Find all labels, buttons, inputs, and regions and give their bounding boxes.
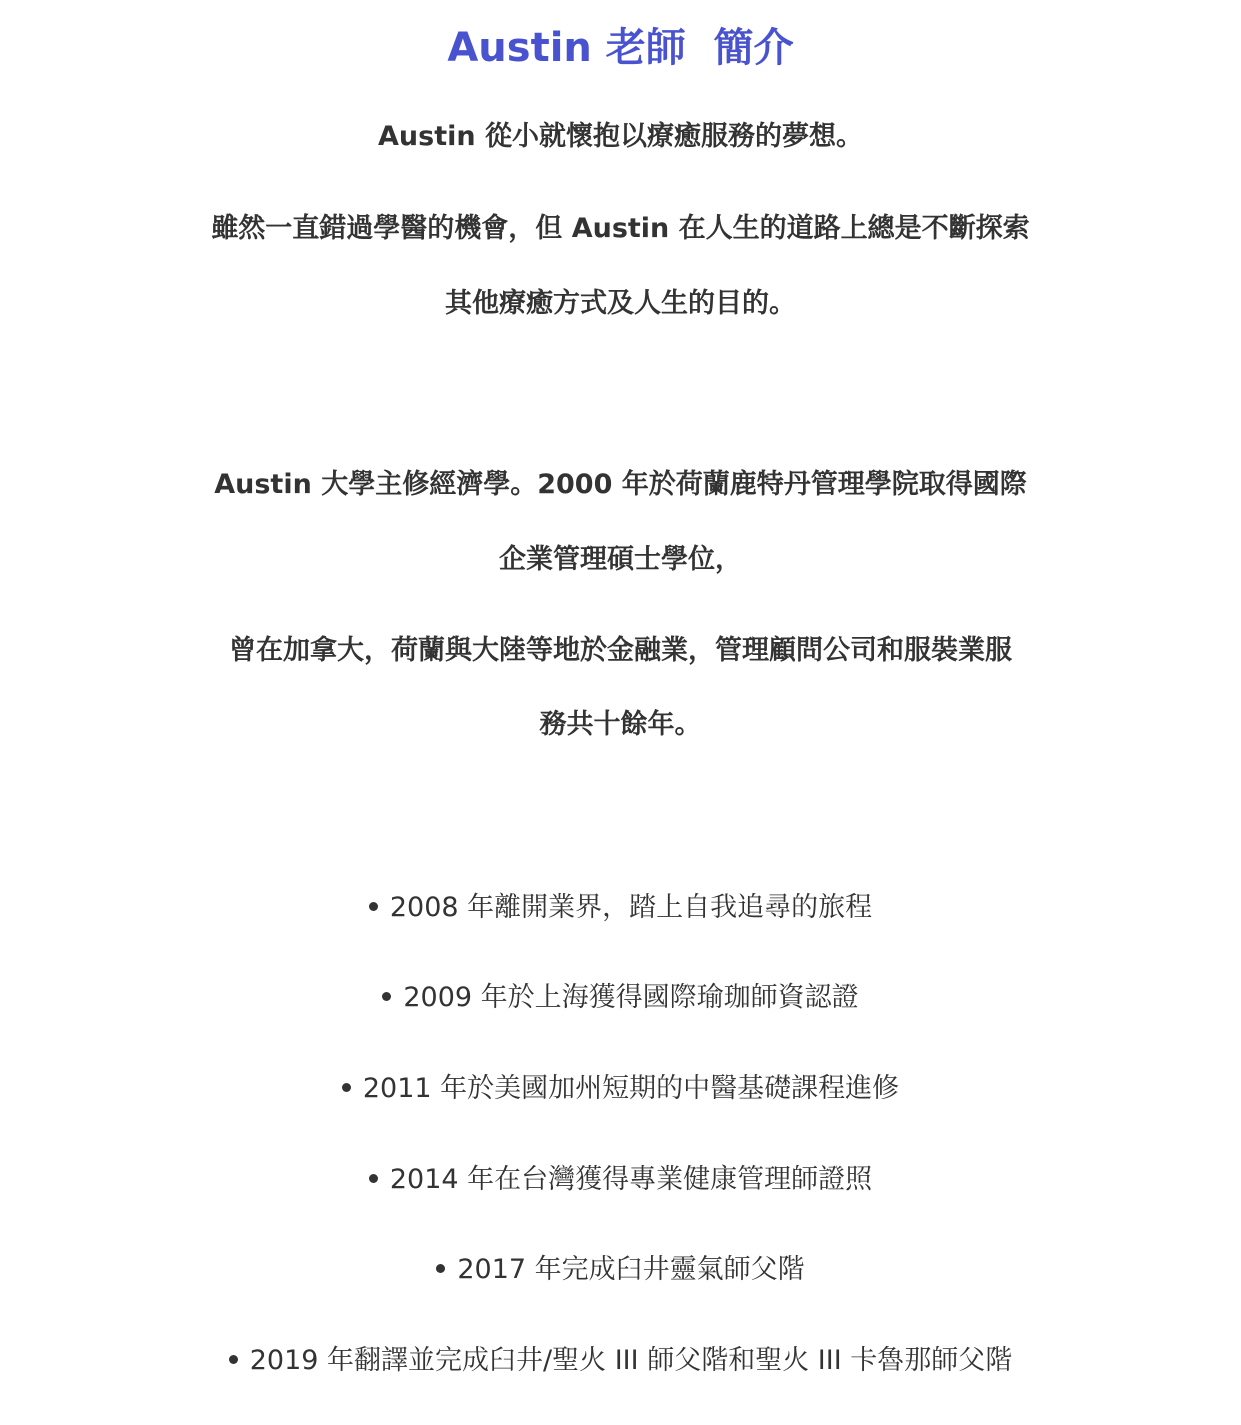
milestone-text: 2009 年於上海獲得國際瑜珈師資認證 [403, 982, 859, 1013]
milestone-text: 2019 年翻譯並完成臼井/聖火 III 師父階和聖火 III 卡魯那師父階 [249, 1345, 1013, 1376]
bullet-dot-icon [369, 902, 378, 911]
milestone-item [0, 979, 1241, 1017]
milestone-item [0, 1342, 1241, 1380]
intro-line-2: 雖然一直錯過學醫的機會，但 Austin 在人生的道路上總是不斷探索 [211, 213, 1030, 244]
intro-line-3: 其他療癒方式及人生的目的。 [445, 288, 796, 319]
page-title: Austin 老師 簡介 [447, 25, 794, 71]
milestone-text: 2014 年在台灣獲得專業健康管理師證照 [389, 1164, 873, 1195]
bullet-dot-icon [229, 1355, 238, 1364]
milestone-text: 2008 年離開業界，踏上自我追尋的旅程 [389, 892, 873, 923]
career-line-2: 務共十餘年。 [539, 709, 702, 740]
milestone-text: 2017 年完成臼井靈氣師父階 [457, 1254, 805, 1285]
intro-line-1: Austin 從小就懷抱以療癒服務的夢想。 [378, 121, 863, 152]
bullet-dot-icon [436, 1264, 445, 1273]
milestone-item [0, 889, 1241, 927]
bullet-dot-icon [369, 1174, 378, 1183]
career-line-1: 曾在加拿大，荷蘭與大陸等地於金融業，管理顧問公司和服裝業服 [229, 635, 1012, 666]
milestone-item [0, 1161, 1241, 1199]
education-line-2: 企業管理碩士學位， [499, 544, 742, 575]
milestone-item [0, 1251, 1241, 1289]
milestone-item [0, 1070, 1241, 1108]
milestone-text: 2011 年於美國加州短期的中醫基礎課程進修 [362, 1073, 900, 1104]
education-line-1: Austin 大學主修經濟學。2000 年於荷蘭鹿特丹管理學院取得國際 [214, 469, 1027, 500]
bullet-dot-icon [382, 992, 391, 1001]
bullet-dot-icon [342, 1083, 351, 1092]
